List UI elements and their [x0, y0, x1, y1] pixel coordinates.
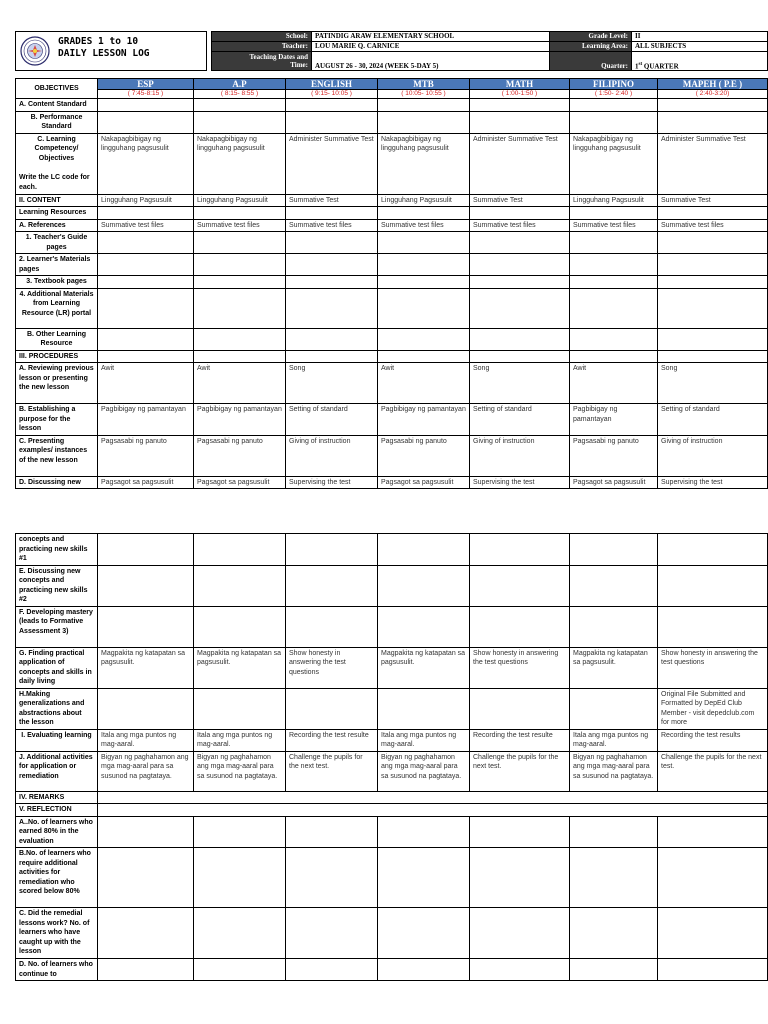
table-cell [98, 688, 194, 729]
table-cell [570, 111, 658, 133]
time-slot: ( 1:00-1:50 ) [470, 90, 570, 99]
teaching-dates-label [212, 51, 312, 71]
time-slot: ( 2:40-3:20) [658, 90, 768, 99]
table-row [16, 276, 768, 289]
table-cell [194, 99, 286, 112]
table-cell: Show honesty in answering the test questions [286, 647, 378, 688]
table-cell [470, 254, 570, 276]
table-cell: Setting of standard [658, 404, 768, 436]
table-row [16, 435, 768, 476]
table-row [16, 254, 768, 276]
table-cell [378, 288, 470, 328]
row-label: G. Finding practical application of concepts and skills in daily living [16, 647, 98, 688]
table-cell: Pagbibigay ng pamantayan [98, 404, 194, 436]
table-cell: Itala ang mga puntos ng mag-aaral. [378, 729, 470, 751]
learning-area-value: ALL SUBJECTS [632, 41, 768, 51]
table-cell [570, 606, 658, 647]
table-cell [378, 328, 470, 350]
table-cell: Pagbibigay ng pamantayan [194, 404, 286, 436]
table-cell: Awit [194, 363, 286, 404]
table-cell: Pagsagot sa pagsusulit [570, 476, 658, 489]
table-cell: Nakapagbibigay ng lingguhang pagsusulit [194, 133, 286, 194]
table-cell: Nakapagbibigay ng lingguhang pagsusulit [378, 133, 470, 194]
table-cell [570, 232, 658, 254]
table-cell [470, 207, 570, 220]
table-cell [194, 254, 286, 276]
table-cell: Lingguhang Pagsusulit [378, 194, 470, 207]
row-label-part: Write the LC code for each. [19, 174, 90, 191]
title-line-1: GRADES 1 to 10 [58, 36, 139, 47]
table-cell [286, 254, 378, 276]
table-cell [570, 328, 658, 350]
table-cell [98, 207, 194, 220]
row-label: concepts and practicing new skills #1 [16, 534, 98, 566]
table-cell [570, 959, 658, 981]
lesson-table-part-2 [15, 533, 767, 981]
table-row [16, 99, 768, 112]
table-cell: Pagsasabi ng panuto [98, 435, 194, 476]
row-label: 2. Learner's Materials pages [16, 254, 98, 276]
table-cell: Show honesty in answering the test questions [470, 647, 570, 688]
subject-header: MATH [470, 79, 570, 90]
table-cell [658, 816, 768, 848]
row-label: A. Reviewing previous lesson or presenting the new lesson [16, 363, 98, 404]
table-cell [378, 959, 470, 981]
table-cell [286, 328, 378, 350]
table-cell [470, 606, 570, 647]
table-cell [378, 606, 470, 647]
objectives-header: OBJECTIVES [16, 79, 98, 99]
table-cell: Song [470, 363, 570, 404]
table-cell: Giving of instruction [658, 435, 768, 476]
table-cell [570, 276, 658, 289]
table-cell: Supervising the test [470, 476, 570, 489]
table-cell [194, 848, 286, 908]
row-label: A..No. of learners who earned 80% in the evaluation [16, 816, 98, 848]
table-cell [98, 534, 194, 566]
table-cell [570, 565, 658, 606]
table-cell: Pagsagot sa pagsusulit [194, 476, 286, 489]
table-cell [286, 276, 378, 289]
table-cell [286, 232, 378, 254]
table-cell [286, 207, 378, 220]
table-cell: Pagbibigay ng pamantayan [570, 404, 658, 436]
table-cell [470, 99, 570, 112]
quarter-word: QUARTER [642, 62, 679, 70]
grade-level-value: II [632, 32, 768, 42]
school-value: PATINDIG ARAW ELEMENTARY SCHOOL [312, 32, 550, 42]
remarks-cell [98, 791, 768, 804]
table-cell: Summative test files [98, 219, 194, 232]
table-row [16, 194, 768, 207]
table-cell: Magpakita ng katapatan sa pagsusulit. [98, 647, 194, 688]
table-cell [658, 254, 768, 276]
teaching-dates-value: AUGUST 26 - 30, 2024 (WEEK 5-DAY 5) [312, 51, 550, 71]
table-cell [570, 288, 658, 328]
table-cell [98, 606, 194, 647]
table-cell: Challenge the pupils for the next test. [658, 751, 768, 791]
subject-header: MAPEH ( P.E ) [658, 79, 768, 90]
table-cell [98, 565, 194, 606]
table-cell: Song [286, 363, 378, 404]
table-cell [194, 288, 286, 328]
table-row [16, 848, 768, 908]
table-row [16, 688, 768, 729]
table-cell: Awit [98, 363, 194, 404]
table-cell [194, 606, 286, 647]
table-cell [286, 534, 378, 566]
table-cell [286, 816, 378, 848]
table-cell: Pagsasabi ng panuto [378, 435, 470, 476]
table-cell [286, 908, 378, 959]
row-label: C. Presenting examples/ instances of the new lesson [16, 435, 98, 476]
row-label: A. References [16, 219, 98, 232]
table-cell: Summative test files [470, 219, 570, 232]
table-cell [98, 254, 194, 276]
teacher-label: Teacher: [212, 41, 312, 51]
table-cell [286, 350, 378, 363]
school-info-table [211, 31, 550, 71]
table-cell [194, 328, 286, 350]
table-cell [470, 111, 570, 133]
table-cell: Setting of standard [286, 404, 378, 436]
row-label: IV. REMARKS [16, 791, 98, 804]
school-label: School: [212, 32, 312, 42]
table-cell: Awit [378, 363, 470, 404]
table-row [16, 476, 768, 489]
table-cell [470, 232, 570, 254]
table-cell [570, 908, 658, 959]
table-cell [194, 350, 286, 363]
grade-info-table [549, 31, 768, 71]
table-cell [286, 565, 378, 606]
table-cell: Summative Test [658, 194, 768, 207]
row-label: F. Developing mastery (leads to Formative Assessment 3) [16, 606, 98, 647]
table-row [16, 328, 768, 350]
table-row [16, 804, 768, 817]
table-cell [98, 276, 194, 289]
table-cell [570, 688, 658, 729]
row-label: B. Establishing a purpose for the lesson [16, 404, 98, 436]
table-cell: Recording the test resulte [286, 729, 378, 751]
table-cell: Lingguhang Pagsusulit [570, 194, 658, 207]
row-label: D. Discussing new [16, 476, 98, 489]
row-label: B. Other Learning Resource [16, 328, 98, 350]
time-slot: ( 7:45-8:15 ) [98, 90, 194, 99]
table-cell [378, 688, 470, 729]
table-cell [658, 606, 768, 647]
row-label: C. Did the remedial lessons work? No. of learners who have caught up with the lesson [16, 908, 98, 959]
row-label: 1. Teacher's Guide pages [16, 232, 98, 254]
lesson-table-part-1 [15, 78, 767, 489]
subject-header: FILIPINO [570, 79, 658, 90]
row-label [16, 133, 98, 194]
row-label: J. Additional activities for application or remediation [16, 751, 98, 791]
table-cell [570, 816, 658, 848]
table-cell: Bigyan ng paghahamon ang mga mag-aaral para sa susunod na pagtataya. [570, 751, 658, 791]
table-cell: Challenge the pupils for the next test. [286, 751, 378, 791]
table-cell [658, 99, 768, 112]
table-cell [470, 816, 570, 848]
row-label: 3. Textbook pages [16, 276, 98, 289]
table-cell [194, 534, 286, 566]
table-row [16, 791, 768, 804]
table-cell [98, 99, 194, 112]
table-row [16, 111, 768, 133]
table-cell [570, 848, 658, 908]
table-cell [378, 816, 470, 848]
table-cell: Magpakita ng katapatan sa pagsusulit. [378, 647, 470, 688]
table-cell [98, 816, 194, 848]
table-cell [378, 111, 470, 133]
table-row [16, 207, 768, 220]
table-cell: Nakapagbibigay ng lingguhang pagsusulit [98, 133, 194, 194]
table-cell [378, 565, 470, 606]
table-cell [470, 534, 570, 566]
table-cell: Magpakita ng katapatan sa pagsusulit. [570, 647, 658, 688]
table-cell: Summative test files [658, 219, 768, 232]
row-label: III. PROCEDURES [16, 350, 98, 363]
table-cell: Itala ang mga puntos ng mag-aaral. [570, 729, 658, 751]
table-row [16, 647, 768, 688]
table-cell: Administer Summative Test [286, 133, 378, 194]
row-label: H.Making generalizations and abstractions about the lesson [16, 688, 98, 729]
table-cell [194, 111, 286, 133]
teaching-dates-label-2: Time: [290, 60, 308, 69]
table-cell [378, 848, 470, 908]
table-cell [570, 207, 658, 220]
table-row [16, 751, 768, 791]
table-cell [470, 350, 570, 363]
row-label: B. Performance Standard [16, 111, 98, 133]
table-cell [658, 207, 768, 220]
table-cell [378, 908, 470, 959]
table-cell [658, 534, 768, 566]
table-row [16, 606, 768, 647]
table-row [16, 534, 768, 566]
table-cell [658, 565, 768, 606]
row-label: 4. Additional Materials from Learning Resource (LR) portal [16, 288, 98, 328]
deped-seal-icon [20, 36, 50, 66]
teacher-value: LOU MARIE Q. CARNICE [312, 41, 550, 51]
table-cell [98, 848, 194, 908]
table-cell: Supervising the test [658, 476, 768, 489]
table-row [16, 363, 768, 404]
teaching-dates-label-1: Teaching Dates and [249, 52, 308, 61]
table-cell [286, 99, 378, 112]
row-label: V. REFLECTION [16, 804, 98, 817]
table-cell [378, 254, 470, 276]
table-cell: Bigyan ng paghahamon ang mga mag-aaral para sa susunod na pagtataya. [98, 751, 194, 791]
quarter-value [632, 51, 768, 71]
table-cell [470, 288, 570, 328]
row-label: D. No. of learners who continue to [16, 959, 98, 981]
table-cell [286, 288, 378, 328]
table-cell [194, 565, 286, 606]
table-cell [286, 848, 378, 908]
table-cell [470, 276, 570, 289]
table-cell [98, 111, 194, 133]
table-cell: Show honesty in answering the test questions [658, 647, 768, 688]
table-cell [194, 908, 286, 959]
table-cell [98, 908, 194, 959]
table-cell [570, 254, 658, 276]
table-cell: Lingguhang Pagsusulit [98, 194, 194, 207]
table-cell [194, 959, 286, 981]
learning-area-label: Learning Area: [550, 41, 632, 51]
table-cell: Recording the test resulte [470, 729, 570, 751]
lesson-table-1 [15, 78, 768, 489]
table-cell: Magpakita ng katapatan sa pagsusulit. [194, 647, 286, 688]
quarter-label: Quarter: [550, 51, 632, 71]
table-cell: Pagbibigay ng pamantayan [378, 404, 470, 436]
table-cell: Summative test files [286, 219, 378, 232]
document-title [58, 36, 150, 60]
reflection-cell [98, 804, 768, 817]
table-cell: Summative test files [570, 219, 658, 232]
table-cell [98, 328, 194, 350]
row-label: B.No. of learners who require additional activities for remediation who scored below 80% [16, 848, 98, 908]
table-cell: Itala ang mga puntos ng mag-aaral. [194, 729, 286, 751]
table-cell [194, 232, 286, 254]
table-cell [378, 232, 470, 254]
table-cell: Summative Test [470, 194, 570, 207]
subject-header: A.P [194, 79, 286, 90]
grade-level-label: Grade Level: [550, 32, 632, 42]
table-cell: Setting of standard [470, 404, 570, 436]
table-row [16, 959, 768, 981]
table-cell: Supervising the test [286, 476, 378, 489]
table-cell [570, 534, 658, 566]
row-label: II. CONTENT [16, 194, 98, 207]
subject-header: ESP [98, 79, 194, 90]
table-cell [470, 848, 570, 908]
table-cell [470, 328, 570, 350]
table-cell: Administer Summative Test [658, 133, 768, 194]
table-row [16, 219, 768, 232]
table-cell [194, 276, 286, 289]
row-label: I. Evaluating learning [16, 729, 98, 751]
time-slot: ( 1:50- 2:40 ) [570, 90, 658, 99]
row-label-part: C. Learning Competency/ Objectives [34, 135, 79, 162]
table-cell: Pagsasabi ng panuto [570, 435, 658, 476]
table-cell: Itala ang mga puntos ng mag-aaral. [98, 729, 194, 751]
table-cell [658, 276, 768, 289]
table-row [16, 729, 768, 751]
table-cell [658, 848, 768, 908]
table-cell: Summative test files [194, 219, 286, 232]
table-cell: Pagsagot sa pagsusulit [378, 476, 470, 489]
table-cell: Summative Test [286, 194, 378, 207]
subject-header: MTB [378, 79, 470, 90]
table-cell [286, 688, 378, 729]
table-row [16, 404, 768, 436]
table-cell [658, 232, 768, 254]
table-row [16, 350, 768, 363]
table-cell: Pagsagot sa pagsusulit [98, 476, 194, 489]
table-cell [286, 606, 378, 647]
table-cell: Challenge the pupils for the next test. [470, 751, 570, 791]
title-line-2: DAILY LESSON LOG [58, 48, 150, 59]
table-cell [470, 565, 570, 606]
title-box [15, 31, 207, 71]
time-slot: ( 10:05- 10:55 ) [378, 90, 470, 99]
table-cell: Bigyan ng paghahamon ang mga mag-aaral para sa susunod na pagtataya. [378, 751, 470, 791]
table-row [16, 565, 768, 606]
subject-header: ENGLISH [286, 79, 378, 90]
table-cell [570, 350, 658, 363]
time-slot: ( 8:15- 8:55 ) [194, 90, 286, 99]
depedclub-note: Original File Submitted and Formatted by DepEd Club Member - visit depedclub.com for more [658, 688, 768, 729]
table-cell [98, 959, 194, 981]
table-cell: Summative test files [378, 219, 470, 232]
table-cell: Pagsasabi ng panuto [194, 435, 286, 476]
table-cell [658, 959, 768, 981]
subject-header-row [16, 79, 768, 90]
table-cell: Awit [570, 363, 658, 404]
table-cell: Giving of instruction [286, 435, 378, 476]
table-cell [470, 959, 570, 981]
table-cell [98, 288, 194, 328]
table-cell [98, 232, 194, 254]
table-cell [286, 959, 378, 981]
table-cell [378, 207, 470, 220]
row-label: A. Content Standard [16, 99, 98, 112]
time-slot: ( 9:15- 10:05 ) [286, 90, 378, 99]
table-cell: Recording the test results [658, 729, 768, 751]
table-cell: Administer Summative Test [470, 133, 570, 194]
table-cell [658, 908, 768, 959]
table-cell: Nakapagbibigay ng lingguhang pagsusulit [570, 133, 658, 194]
table-cell [658, 288, 768, 328]
row-label: Learning Resources [16, 207, 98, 220]
table-row [16, 908, 768, 959]
table-cell [658, 328, 768, 350]
table-cell: Lingguhang Pagsusulit [194, 194, 286, 207]
quarter-suffix: st [638, 61, 643, 67]
table-cell [194, 816, 286, 848]
table-cell [658, 350, 768, 363]
row-label: E. Discussing new concepts and practicing new skills #2 [16, 565, 98, 606]
table-cell [378, 350, 470, 363]
table-cell: Giving of instruction [470, 435, 570, 476]
lesson-log-header [15, 31, 767, 71]
quarter-number: 1 [635, 62, 639, 70]
table-cell [194, 207, 286, 220]
table-cell [470, 908, 570, 959]
table-cell: Bigyan ng paghahamon ang mga mag-aaral para sa susunod na pagtataya. [194, 751, 286, 791]
table-cell [98, 350, 194, 363]
table-cell [470, 688, 570, 729]
table-row [16, 232, 768, 254]
table-row [16, 288, 768, 328]
table-cell [378, 99, 470, 112]
lesson-table-2 [15, 533, 768, 981]
table-cell [658, 111, 768, 133]
table-cell [378, 276, 470, 289]
table-cell [378, 534, 470, 566]
table-cell: Song [658, 363, 768, 404]
time-row [16, 90, 768, 99]
table-row [16, 133, 768, 194]
table-cell [194, 688, 286, 729]
table-row [16, 816, 768, 848]
table-cell [286, 111, 378, 133]
table-cell [570, 99, 658, 112]
